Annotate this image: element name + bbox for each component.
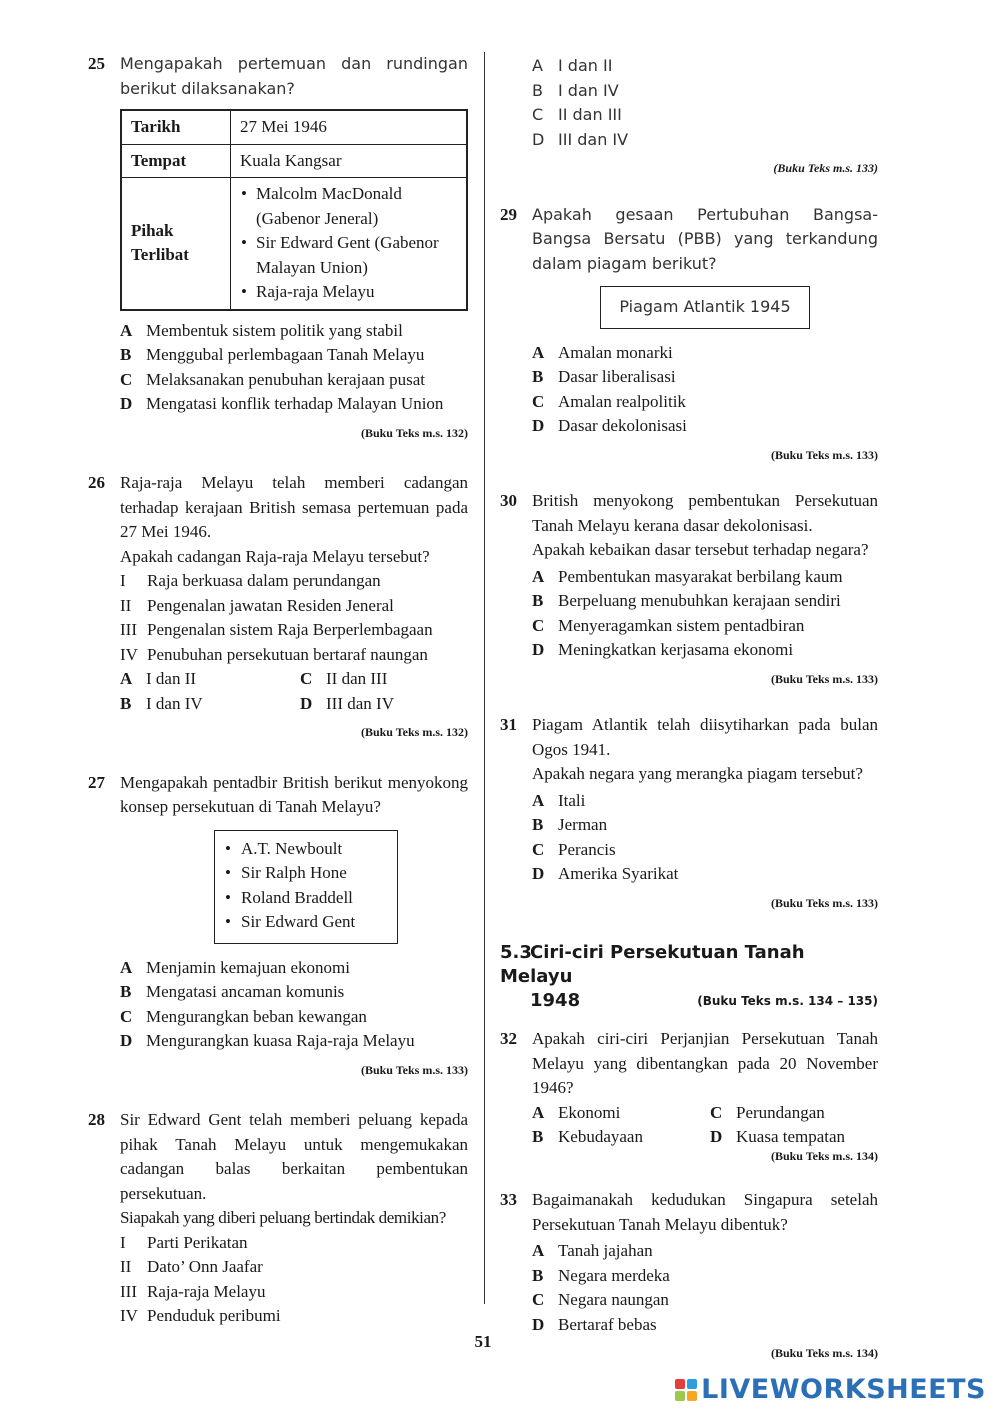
list-item: • Malcolm MacDonald (Gabenor Jeneral)	[256, 182, 457, 231]
textbook-ref: (Buku Teks m.s. 134)	[770, 1148, 878, 1163]
pihak-list	[240, 182, 457, 305]
option-letter: C	[300, 669, 313, 688]
question-text: Bagaimanakah kedudukan Singapura setelah Persekutuan Tanah Melayu dibentuk?	[532, 1190, 878, 1234]
question-28	[88, 1108, 468, 1329]
question-number: 27	[88, 772, 105, 792]
roman-item	[120, 569, 468, 594]
info-table	[120, 109, 468, 311]
page-number: 51	[474, 1332, 492, 1351]
option-text: Menyeragamkan sistem pentadbiran	[558, 615, 805, 635]
option-letter: A	[532, 342, 545, 362]
option-text: Berpeluang menubuhkan kerajaan sendiri	[558, 591, 841, 610]
option-letter: B	[120, 693, 132, 713]
options	[120, 319, 468, 417]
option-letter: D	[120, 1031, 133, 1050]
option-a[interactable]	[532, 1239, 878, 1264]
question-text: Mengapakah pertemuan dan rundingan berikut dilaksanakan?	[120, 54, 468, 98]
question-30	[500, 489, 878, 691]
section-number: 5.3	[500, 942, 532, 963]
option-letter: A	[120, 957, 133, 977]
option-a[interactable]	[120, 956, 468, 981]
option-c[interactable]	[532, 1288, 878, 1313]
table-label: Pihak Terlibat	[121, 178, 231, 310]
option-letter: A	[532, 566, 545, 586]
roman-numeral: IV	[120, 1306, 138, 1325]
roman-text: Dato’ Onn Jaafar	[147, 1257, 263, 1276]
question-31	[500, 713, 878, 915]
option-text: Meningkatkan kerjasama ekonomi	[558, 640, 794, 659]
option-b[interactable]	[532, 813, 878, 838]
option-d[interactable]	[300, 692, 468, 717]
question-26	[88, 471, 468, 745]
option-text: Bertaraf bebas	[558, 1314, 657, 1334]
option-c[interactable]	[300, 667, 468, 692]
question-number: 25	[88, 54, 105, 73]
option-c[interactable]	[532, 390, 878, 415]
option-letter: D	[532, 640, 545, 659]
option-letter: D	[532, 1314, 545, 1334]
roman-item	[120, 618, 468, 643]
option-text: Amalan monarki	[558, 342, 673, 362]
options	[532, 54, 878, 152]
option-text: Perancis	[558, 839, 616, 859]
question-text: Sir Edward Gent telah memberi peluang kepada pihak Tanah Melayu untuk mengemukakan cadangan balas berkaitan pembentukan persekutuan.	[120, 1110, 468, 1203]
question-27	[88, 771, 468, 1083]
option-letter: C	[532, 1290, 545, 1309]
option-c[interactable]	[120, 1005, 468, 1030]
option-text: Kebudayaan	[558, 1127, 643, 1146]
question-25	[88, 52, 468, 445]
roman-text: Pengenalan sistem Raja Berperlembagaan	[147, 620, 433, 639]
option-a[interactable]	[532, 341, 878, 366]
question-text: Mengapakah pentadbir British berikut menyokong konsep persekutuan di Tanah Melayu?	[120, 772, 468, 816]
question-text: Apakah ciri-ciri Perjanjian Persekutuan Tanah Melayu yang dibentangkan pada 20 November 1946?	[532, 1029, 878, 1097]
question-32	[500, 1027, 878, 1168]
option-letter: A	[532, 1102, 545, 1122]
option-letter: D	[710, 1127, 723, 1146]
options	[120, 956, 468, 1054]
section-year: 1948	[530, 990, 581, 1011]
section-title: Ciri-ciri Persekutuan Tanah Melayu	[500, 942, 805, 987]
question-prompt: Apakah cadangan Raja-raja Melayu tersebut?	[120, 546, 430, 566]
option-text: Kuasa tempatan	[736, 1127, 846, 1146]
roman-numeral: III	[120, 1281, 137, 1301]
roman-item	[120, 1255, 468, 1280]
option-text: III dan IV	[558, 129, 629, 149]
options	[532, 789, 878, 887]
brand-text: LIVEWORKSHEETS	[701, 1374, 986, 1405]
option-a[interactable]	[120, 319, 468, 344]
option-text: Negara naungan	[558, 1290, 669, 1309]
options	[532, 341, 878, 439]
roman-numeral: IV	[120, 644, 138, 664]
textbook-ref: (Buku Teks m.s. 132)	[360, 725, 468, 739]
list-item: • Roland Braddell	[225, 886, 387, 911]
options	[532, 565, 878, 663]
list-item: • Raja-raja Melayu	[256, 280, 457, 305]
option-b[interactable]	[120, 980, 468, 1005]
question-prompt: Apakah kebaikan dasar tersebut terhadap negara?	[532, 540, 869, 559]
textbook-ref: (Buku Teks m.s. 133)	[773, 161, 878, 175]
textbook-ref: (Buku Teks m.s. 132)	[360, 425, 468, 440]
section-heading	[500, 941, 878, 1013]
options	[532, 1101, 878, 1150]
option-d[interactable]	[532, 862, 878, 887]
textbook-ref: (Buku Teks m.s. 134)	[770, 1346, 878, 1360]
table-row	[121, 178, 467, 310]
table-value: 27 Mei 1946	[231, 110, 468, 144]
list-item: • Sir Edward Gent (Gabenor Malayan Union)	[256, 231, 457, 280]
option-text: III dan IV	[326, 693, 394, 713]
option-letter: C	[120, 369, 133, 389]
option-text: Pembentukan masyarakat berbilang kaum	[558, 566, 843, 586]
option-letter: A	[532, 1241, 545, 1260]
option-text: Amerika Syarikat	[558, 864, 679, 883]
option-text: I dan IV	[146, 693, 203, 713]
roman-numeral: II	[120, 595, 132, 615]
option-letter: A	[532, 790, 545, 810]
option-text: Menggubal perlembagaan Tanah Melayu	[146, 345, 425, 364]
textbook-ref: (Buku Teks m.s. 133)	[770, 671, 878, 686]
option-letter: B	[120, 982, 132, 1001]
option-a[interactable]	[532, 565, 878, 590]
option-b[interactable]	[120, 343, 468, 368]
options	[532, 1239, 878, 1337]
roman-text: Raja-raja Melayu	[147, 1281, 266, 1301]
option-letter: C	[532, 391, 545, 411]
option-letter: D	[532, 416, 545, 435]
column-divider	[484, 52, 485, 1304]
textbook-ref: (Buku Teks m.s. 133)	[360, 1062, 468, 1077]
option-b[interactable]	[532, 589, 878, 614]
option-c[interactable]	[532, 103, 878, 128]
question-prompt: Apakah negara yang merangka piagam tersebut?	[532, 764, 863, 783]
right-column	[500, 52, 878, 1366]
option-letter: B	[532, 367, 544, 386]
question-number: 26	[88, 473, 105, 492]
option-text: Perundangan	[736, 1102, 825, 1122]
roman-item	[120, 1280, 468, 1305]
option-letter: B	[532, 80, 543, 100]
option-letter: B	[532, 1265, 544, 1285]
option-text: II dan III	[326, 669, 388, 688]
option-letter: B	[532, 815, 544, 834]
question-number: 28	[88, 1110, 105, 1129]
question-text: Raja-raja Melayu telah memberi cadangan terhadap kerajaan British semasa pertemuan pada 27 Mei 1946.	[120, 473, 468, 541]
textbook-ref: (Buku Teks m.s. 133)	[770, 447, 878, 462]
option-letter: B	[532, 1127, 544, 1146]
option-letter: C	[532, 615, 545, 635]
question-number: 30	[500, 491, 517, 510]
question-number: 33	[500, 1190, 517, 1209]
question-29	[500, 203, 878, 468]
option-c[interactable]	[532, 614, 878, 639]
option-text: Amalan realpolitik	[558, 391, 686, 411]
charter-box: Piagam Atlantik 1945	[600, 286, 810, 329]
table-row	[121, 110, 467, 144]
liveworksheets-logo-icon	[675, 1379, 697, 1401]
roman-text: Parti Perikatan	[147, 1232, 248, 1252]
option-d[interactable]	[532, 128, 878, 153]
option-text: Membentuk sistem politik yang stabil	[146, 320, 403, 340]
option-b[interactable]	[120, 692, 300, 717]
roman-item	[120, 1231, 468, 1256]
option-c[interactable]	[710, 1101, 878, 1126]
options	[120, 667, 468, 716]
section-ref: (Buku Teks m.s. 134 – 135)	[697, 994, 878, 1008]
table-row	[121, 144, 467, 178]
option-b[interactable]	[532, 1264, 878, 1289]
option-letter: C	[532, 105, 544, 124]
option-d[interactable]	[532, 638, 878, 663]
option-letter: D	[532, 129, 545, 149]
option-b[interactable]	[532, 79, 878, 104]
option-b[interactable]	[532, 365, 878, 390]
option-text: Dasar dekolonisasi	[558, 416, 687, 435]
option-letter: B	[120, 345, 132, 364]
table-value: Kuala Kangsar	[231, 144, 468, 178]
option-c[interactable]	[120, 368, 468, 393]
roman-numeral: I	[120, 1232, 126, 1252]
option-letter: D	[532, 864, 545, 883]
option-letter: C	[532, 839, 545, 859]
option-letter: A	[120, 669, 133, 688]
roman-item	[120, 594, 468, 619]
option-a[interactable]	[532, 54, 878, 79]
option-letter: C	[710, 1102, 723, 1122]
textbook-ref: (Buku Teks m.s. 133)	[770, 895, 878, 910]
brand-watermark	[675, 1374, 986, 1405]
table-value	[231, 178, 468, 310]
roman-text: Penduduk peribumi	[147, 1306, 281, 1325]
question-number: 31	[500, 715, 517, 734]
option-a[interactable]	[532, 1101, 710, 1126]
option-d[interactable]	[532, 414, 878, 439]
option-text: Ekonomi	[558, 1102, 621, 1122]
option-letter: D	[300, 693, 313, 713]
option-letter: C	[120, 1006, 133, 1026]
option-text: Melaksanakan penubuhan kerajaan pusat	[146, 369, 425, 389]
option-text: Menjamin kemajuan ekonomi	[146, 957, 350, 977]
table-label: Tarikh	[121, 110, 231, 144]
option-text: Tanah jajahan	[558, 1241, 653, 1260]
option-text: Negara merdeka	[558, 1265, 670, 1285]
question-text: British menyokong pembentukan Persekutuan Tanah Melayu kerana dasar dekolonisasi.	[532, 491, 878, 535]
option-text: Jerman	[558, 815, 608, 834]
option-text: Mengatasi ancaman komunis	[146, 982, 345, 1001]
option-text: I dan II	[146, 669, 197, 688]
roman-numeral: I	[120, 571, 126, 590]
question-text: Apakah gesaan Pertubuhan Bangsa-Bangsa Bersatu (PBB) yang terkandung dalam piagam berikut?	[532, 204, 878, 273]
roman-numeral: II	[120, 1257, 132, 1276]
administrator-box	[214, 830, 398, 944]
roman-text: Raja berkuasa dalam perundangan	[147, 571, 381, 590]
option-b[interactable]	[532, 1125, 710, 1150]
option-d[interactable]	[120, 392, 468, 417]
option-text: II dan III	[558, 105, 622, 124]
roman-text: Pengenalan jawatan Residen Jeneral	[147, 595, 394, 615]
roman-item	[120, 1304, 468, 1329]
option-letter: A	[120, 320, 133, 340]
option-text: Mengatasi konflik terhadap Malayan Union	[146, 394, 444, 413]
list-item: • A.T. Newboult	[225, 837, 387, 862]
question-number: 29	[500, 204, 517, 224]
list-item: • Sir Edward Gent	[225, 910, 387, 935]
left-column	[88, 52, 468, 1329]
list-item: • Sir Ralph Hone	[225, 861, 387, 886]
option-a[interactable]	[532, 789, 878, 814]
roman-numeral: III	[120, 620, 137, 639]
roman-item	[120, 643, 468, 668]
question-28-options	[500, 54, 878, 181]
option-text: I dan IV	[558, 80, 619, 100]
table-label: Tempat	[121, 144, 231, 178]
option-a[interactable]	[120, 667, 300, 692]
option-letter: D	[120, 394, 133, 413]
option-letter: A	[532, 56, 543, 75]
option-text: I dan II	[558, 56, 613, 75]
option-text: Dasar liberalisasi	[558, 367, 676, 386]
option-text: Mengurangkan beban kewangan	[146, 1006, 367, 1026]
option-text: Itali	[558, 790, 586, 810]
option-c[interactable]	[532, 838, 878, 863]
option-d[interactable]	[120, 1029, 468, 1054]
question-number: 32	[500, 1029, 517, 1048]
option-text: Mengurangkan kuasa Raja-raja Melayu	[146, 1031, 415, 1050]
roman-text: Penubuhan persekutuan bertaraf naungan	[147, 644, 428, 664]
option-letter: B	[532, 591, 544, 610]
question-prompt: Siapakah yang diberi peluang bertindak demikian?	[120, 1208, 446, 1227]
question-text: Piagam Atlantik telah diisytiharkan pada bulan Ogos 1941.	[532, 715, 878, 759]
